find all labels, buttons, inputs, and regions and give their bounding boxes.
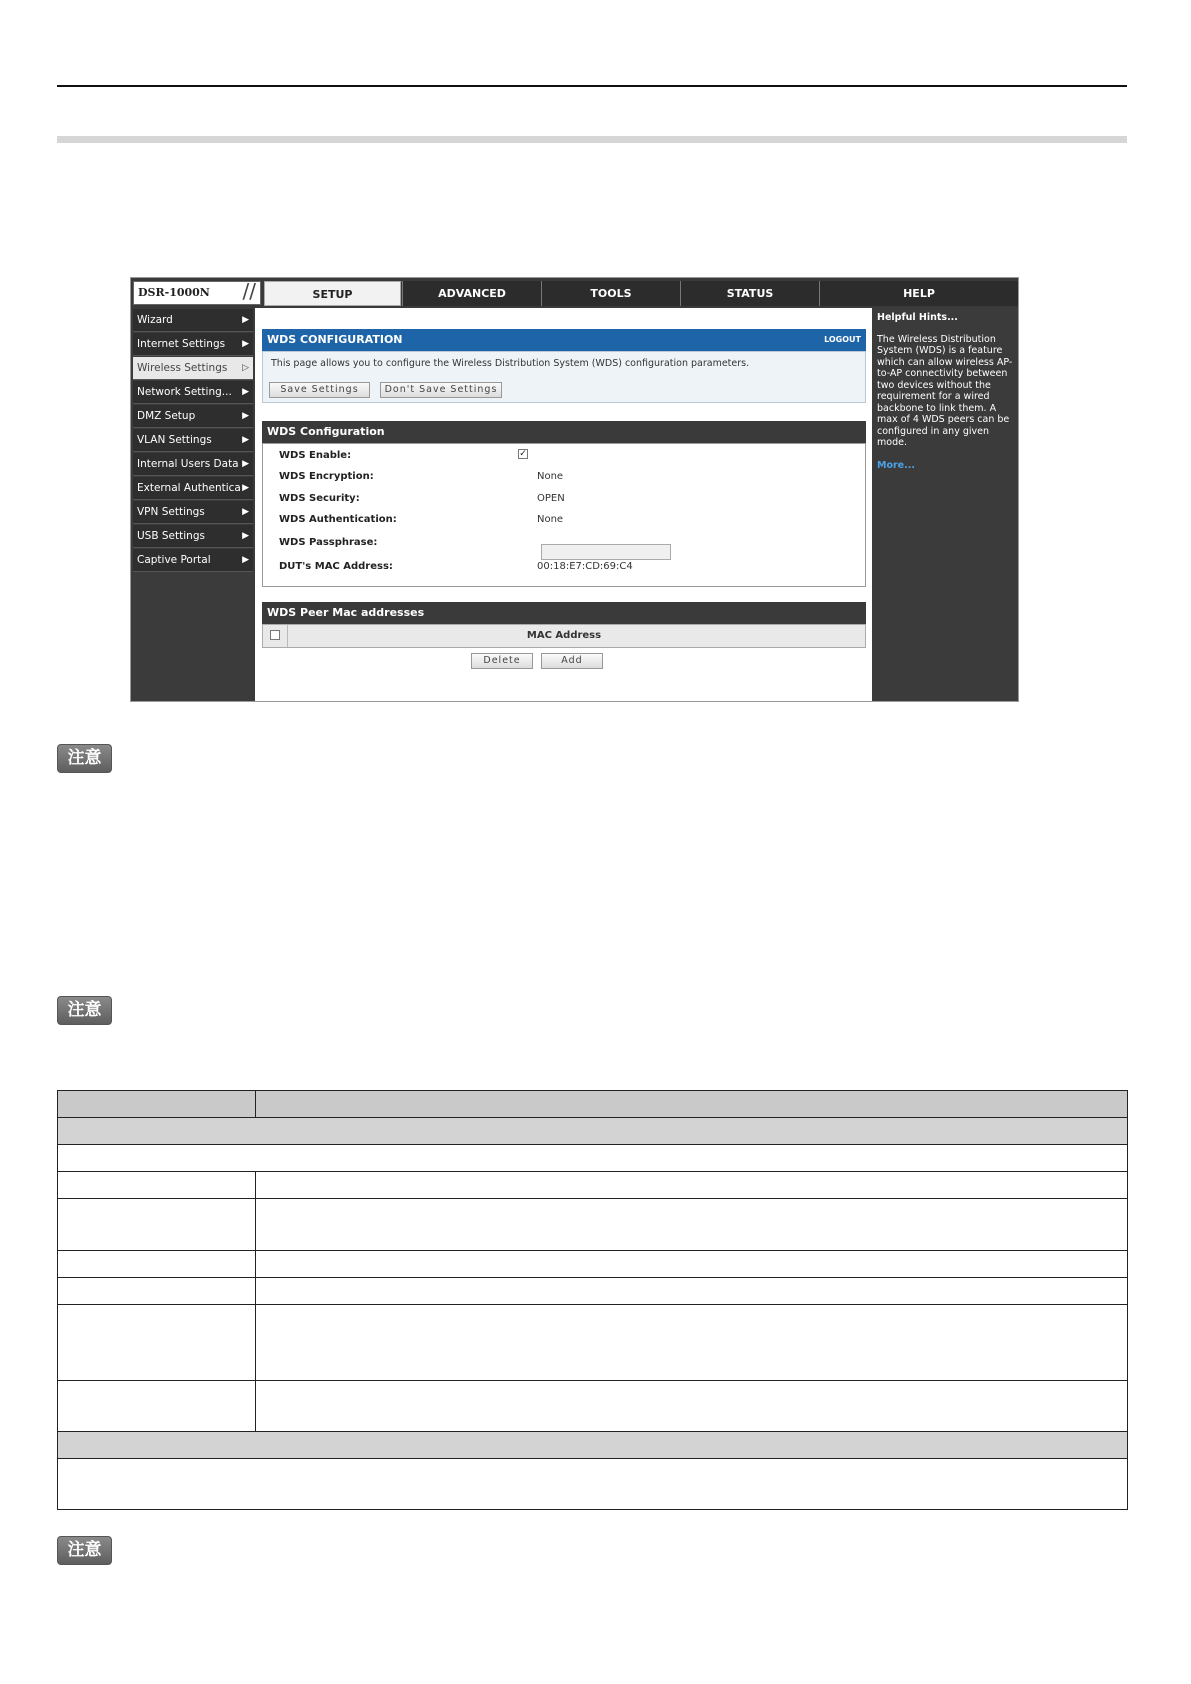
table-cell xyxy=(58,1251,256,1278)
caret-right-outline-icon: ▷ xyxy=(242,363,249,373)
logout-link[interactable]: LOGOUT xyxy=(824,335,861,344)
section-band xyxy=(57,136,1127,143)
tab-status[interactable]: STATUS xyxy=(680,281,819,306)
sidebar-item-vpn-settings[interactable] xyxy=(133,501,253,524)
dut-mac-value: 00:18:E7:CD:69:C4 xyxy=(537,561,633,572)
select-all-cell xyxy=(263,625,288,647)
wds-passphrase-input[interactable] xyxy=(541,544,671,560)
sidebar-item-label: VPN Settings xyxy=(137,506,205,518)
sidebar-item-external-authentication[interactable] xyxy=(133,477,253,500)
save-settings-button[interactable]: Save Settings xyxy=(269,382,370,398)
device-logo xyxy=(133,281,261,305)
wds-authentication-label: WDS Authentication: xyxy=(279,514,397,525)
table-cell xyxy=(256,1172,1128,1199)
table-cell xyxy=(58,1091,256,1118)
note-badge-2: 注意 xyxy=(57,996,112,1025)
sidebar-item-wizard[interactable] xyxy=(133,309,253,332)
table-header-row xyxy=(58,1091,1128,1118)
wds-encryption-label: WDS Encryption: xyxy=(279,471,374,482)
sidebar-item-label: Internet Settings xyxy=(137,338,226,350)
settings-table xyxy=(57,1090,1128,1510)
table-cell xyxy=(256,1381,1128,1432)
sidebar-item-label: USB Settings xyxy=(137,530,205,542)
sidebar-item-internal-users-data[interactable] xyxy=(133,453,253,476)
caret-right-icon: ▶ xyxy=(242,459,249,469)
sidebar-item-label: Wireless Settings xyxy=(137,362,228,374)
table-row xyxy=(58,1278,1128,1305)
caret-right-icon: ▶ xyxy=(242,555,249,565)
tab-setup[interactable]: SETUP xyxy=(264,281,401,306)
sidebar-item-label: VLAN Settings xyxy=(137,434,212,446)
table-row xyxy=(58,1381,1128,1432)
wds-passphrase-label: WDS Passphrase: xyxy=(279,537,378,548)
caret-right-icon: ▶ xyxy=(242,531,249,541)
caret-right-icon: ▶ xyxy=(242,507,249,517)
wds-config-header: WDS Configuration xyxy=(262,421,866,443)
sidebar-item-label: Captive Portal xyxy=(137,554,211,566)
table-cell xyxy=(58,1381,256,1432)
logo-slashes: // xyxy=(242,279,256,303)
sidebar-item-dmz-setup[interactable] xyxy=(133,405,253,428)
wds-config-box xyxy=(262,443,866,587)
wds-security-label: WDS Security: xyxy=(279,493,360,504)
note-badge-1: 注意 xyxy=(57,744,112,773)
table-cell xyxy=(58,1459,1128,1510)
sidebar-item-internet-settings[interactable] xyxy=(133,333,253,356)
sidebar xyxy=(131,308,255,701)
table-cell xyxy=(58,1199,256,1251)
table-cell xyxy=(58,1278,256,1305)
help-text: The Wireless Distribution System (WDS) is a feature which can allow wireless AP-to-AP connectivity between two devices without the requirement for a wired backbone to link them. A max of 4 WDS peers can be configured in any given mode. xyxy=(877,333,1013,448)
router-screenshot xyxy=(130,277,1019,702)
page-title-bar xyxy=(262,329,866,351)
add-button[interactable]: Add xyxy=(541,653,603,669)
dont-save-settings-button[interactable]: Don't Save Settings xyxy=(380,382,502,398)
help-more-link[interactable]: More... xyxy=(877,459,915,471)
table-cell xyxy=(256,1278,1128,1305)
wds-encryption-value: None xyxy=(537,471,564,482)
table-cell xyxy=(58,1172,256,1199)
tab-advanced[interactable]: ADVANCED xyxy=(402,281,541,306)
mac-address-column: MAC Address xyxy=(526,630,602,641)
page-description: This page allows you to configure the Wireless Distribution System (WDS) configuration parameters. xyxy=(271,358,750,369)
delete-button[interactable]: Delete xyxy=(471,653,533,669)
top-nav xyxy=(131,278,1018,308)
table-cell xyxy=(256,1305,1128,1381)
mac-table-header xyxy=(262,624,866,648)
table-cell xyxy=(58,1145,1128,1172)
sidebar-item-label: Network Setting... xyxy=(137,386,232,398)
caret-right-icon: ▶ xyxy=(242,483,249,493)
table-row xyxy=(58,1199,1128,1251)
table-row xyxy=(58,1172,1128,1199)
wds-authentication-value: None xyxy=(537,514,564,525)
table-row xyxy=(58,1305,1128,1381)
device-model: DSR-1000N xyxy=(138,286,210,299)
wds-enable-checkbox[interactable]: ✓ xyxy=(519,449,527,459)
table-row xyxy=(58,1145,1128,1172)
caret-right-icon: ▶ xyxy=(242,315,249,325)
table-row xyxy=(58,1459,1128,1510)
table-section-row xyxy=(58,1118,1128,1145)
sidebar-item-label: Wizard xyxy=(137,314,173,326)
table-cell xyxy=(58,1432,1128,1459)
table-cell xyxy=(58,1305,256,1381)
caret-right-icon: ▶ xyxy=(242,411,249,421)
sidebar-item-wireless-settings[interactable] xyxy=(133,357,253,380)
table-cell xyxy=(256,1251,1128,1278)
table-section-row xyxy=(58,1432,1128,1459)
table-cell xyxy=(58,1118,1128,1145)
sidebar-item-usb-settings[interactable] xyxy=(133,525,253,548)
tab-tools[interactable]: TOOLS xyxy=(541,281,680,306)
table-cell xyxy=(256,1091,1128,1118)
sidebar-item-network-settings[interactable] xyxy=(133,381,253,404)
sidebar-item-vlan-settings[interactable] xyxy=(133,429,253,452)
main-content xyxy=(255,308,872,701)
help-title: Helpful Hints... xyxy=(877,312,958,323)
wds-security-value: OPEN xyxy=(537,493,565,504)
note-badge-3: 注意 xyxy=(57,1536,112,1565)
caret-right-icon: ▶ xyxy=(242,387,249,397)
select-all-checkbox[interactable] xyxy=(270,630,280,640)
sidebar-item-label: External Authentica xyxy=(137,482,241,494)
caret-right-icon: ▶ xyxy=(242,339,249,349)
page-title: WDS CONFIGURATION xyxy=(267,333,403,346)
wds-peers-header: WDS Peer Mac addresses xyxy=(262,602,866,624)
table-cell xyxy=(256,1199,1128,1251)
top-rule xyxy=(57,85,1127,87)
tab-help[interactable]: HELP xyxy=(819,281,1018,306)
sidebar-item-label: DMZ Setup xyxy=(137,410,196,422)
wds-enable-label: WDS Enable: xyxy=(279,450,352,461)
sidebar-item-captive-portal[interactable] xyxy=(133,549,253,572)
sidebar-item-label: Internal Users Data xyxy=(137,458,239,470)
dut-mac-label: DUT's MAC Address: xyxy=(279,561,393,572)
caret-right-icon: ▶ xyxy=(242,435,249,445)
help-panel xyxy=(872,308,1018,701)
table-row xyxy=(58,1251,1128,1278)
